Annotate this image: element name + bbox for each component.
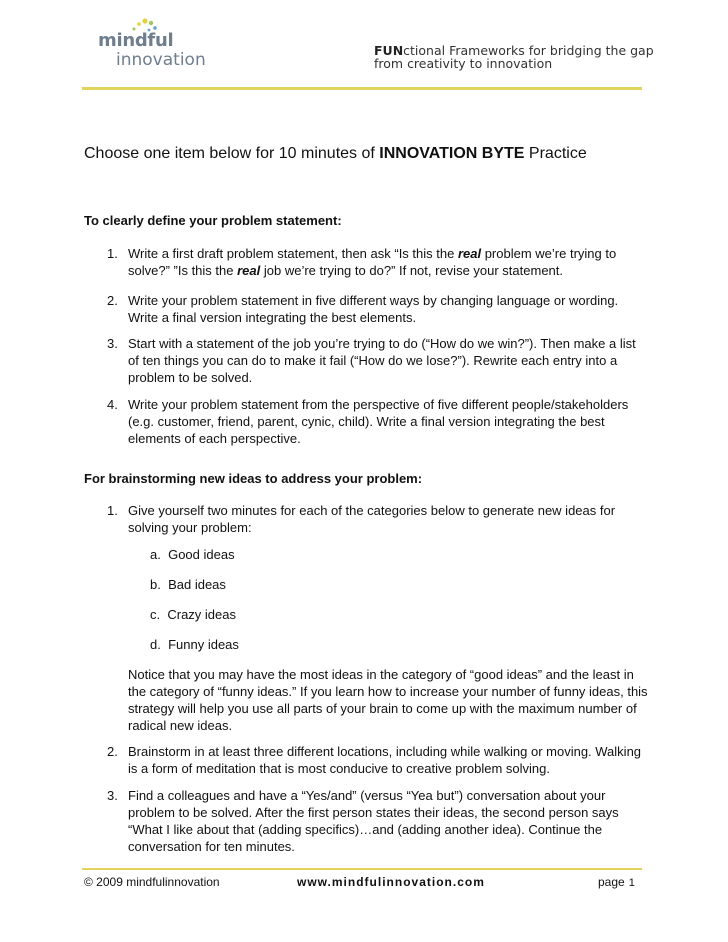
section1-item-1: 1. Write a first draft problem statement, then ask “Is this the real problem we’re trying to solve?” ”Is this the real job we’re trying to do?” If not, revise your statement. — [107, 246, 617, 278]
section1-item-3: 3. Start with a statement of the job you’re trying to do (“How do we win?”). Then make a list of ten things you can do to make it fail (“How do we lose?”). Rewrite each entry into a problem to be solved. — [107, 336, 636, 385]
footer-url: www.mindfulinnovation.com — [297, 875, 485, 889]
section1-item-2: 2. Write your problem statement in five different ways by changing language or wording. Write a final version integrating the best elements. — [107, 293, 619, 325]
section2-note: Notice that you may have the most ideas in the category of “good ideas” and the least in the category of “funny ideas.” If you learn how to increase your number of funny ideas, this strategy will help you use all parts of your brain to come up with the maximum number of radical new ideas. — [128, 667, 648, 733]
tagline-line2: from creativity to innovation — [374, 56, 553, 71]
tagline — [374, 44, 654, 70]
page-number: 1 — [628, 877, 635, 889]
header-rule — [82, 87, 642, 90]
logo-text-mindful: mindful — [98, 30, 174, 51]
section2-heading: For brainstorming new ideas to address your problem: — [84, 471, 423, 486]
logo-text-innovation: innovation — [116, 50, 206, 70]
footer-copyright: © 2009 mindfulinnovation — [84, 875, 220, 889]
subitem-funny-ideas: d. Funny ideas — [150, 637, 239, 652]
tagline-bold: FUN — [374, 43, 404, 58]
section2-item-3: 3. Find a colleagues and have a “Yes/and” (versus “Yea but”) conversation about your problem to be solved. After the first person states their ideas, the second person says “What I like about that (adding specifics)…and (adding another idea). Continue the conversation for ten minutes. — [107, 788, 619, 854]
subitem-crazy-ideas: c. Crazy ideas — [150, 607, 236, 622]
footer-page: page 1 — [598, 875, 635, 889]
title-bold: INNOVATION BYTE — [379, 145, 525, 162]
page-title: Choose one item below for 10 minutes of INNOVATION BYTE Practice — [84, 145, 587, 162]
footer-rule — [82, 868, 642, 870]
section2-item-2: 2. Brainstorm in at least three different locations, including while walking or moving. Walking is a form of meditation that is most conducive to creative problem solving. — [107, 744, 642, 776]
subitem-bad-ideas: b. Bad ideas — [150, 577, 226, 592]
section2-item-1: 1. Give yourself two minutes for each of the categories below to generate new ideas for solving your problem: — [107, 503, 616, 535]
subitem-good-ideas: a. Good ideas — [150, 547, 235, 562]
section1-item-4: 4. Write your problem statement from the perspective of five different people/stakeholders (e.g. customer, friend, parent, cynic, child). Write a final version integrating the best elements of each perspective. — [107, 397, 629, 446]
section1-heading: To clearly define your problem statement: — [84, 213, 342, 228]
tagline-rest: ctional Frameworks for bridging the gap — [403, 43, 654, 58]
